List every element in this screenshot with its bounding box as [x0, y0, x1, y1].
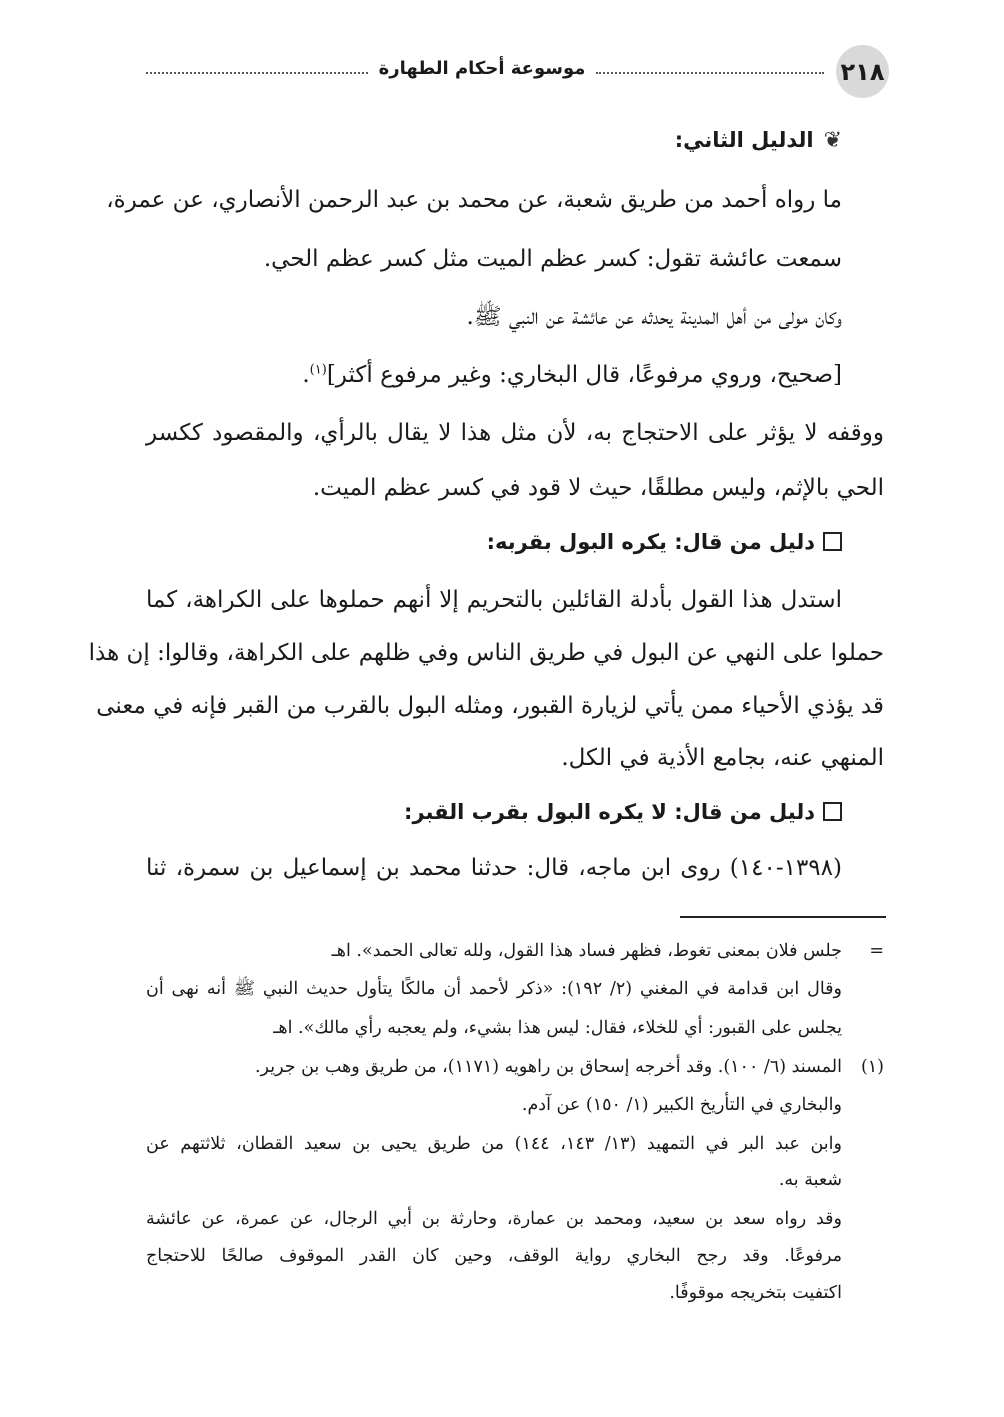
body-line: (١٣٩٨-١٤٠) روى ابن ماجه، قال: حدثنا محمد بن إسماعيل بن سمرة، ثنا: [146, 855, 842, 881]
period: .: [302, 362, 310, 388]
footnote-line: اكتفيت بتخريجه موقوفًا.: [669, 1283, 842, 1303]
footnote-line: يجلس على القبور: أي للخلاء، فقال: ليس هذا بشيء، ولم يعجبه رأي مالك». اهـ: [273, 1018, 842, 1038]
footnote-line: وقال ابن قدامة في المغني (٢/ ١٩٢): «ذكر لأحمد أن مالكًا يتأول حديث النبي ﷺ أنه نهى أن: [146, 979, 842, 999]
header-rule-left: [146, 72, 368, 74]
body-line: قد يؤذي الأحياء ممن يأتي لزيارة القبور، ومثله البول بالقرب من القبر فإنه في معنى: [96, 693, 884, 719]
footnote-ref: (١): [309, 362, 327, 378]
grading-text: [صحيح، وروي مرفوعًا، قال البخاري: وغير مرفوع أكثر]: [326, 362, 842, 388]
footnote-marker: (١): [860, 1057, 884, 1077]
section-title: [675, 128, 842, 154]
section-title-text: الدليل الثاني:: [674, 128, 814, 152]
footnote-line: شعبة به.: [778, 1170, 842, 1190]
heading-text: دليل من قال: لا يكره البول بقرب القبر:: [404, 800, 815, 824]
body-line: حملوا على النهي عن البول في طريق الناس وفي ظلهم على الكراهة، وقالوا: إن هذا: [88, 640, 884, 666]
heading-text: دليل من قال: يكره البول بقربه:: [486, 530, 815, 554]
heading-makruh: [487, 530, 842, 555]
page-number: ٢١٨: [836, 45, 889, 98]
body-line: [302, 362, 842, 390]
footnote-line: المسند (٦/ ١٠٠). وقد أخرجه إسحاق بن راهويه (١١٧١)، من طريق وهب بن جرير.: [254, 1057, 842, 1077]
continuation-marker: =: [869, 941, 884, 961]
body-line: الحي بالإثم، وليس مطلقًا، حيث لا قود في كسر عظم الميت.: [312, 475, 884, 501]
footnote-line: وابن عبد البر في التمهيد (١٣/ ١٤٣، ١٤٤) من طريق يحيى بن سعيد القطان، ثلاثتهم عن: [146, 1134, 842, 1154]
body-line: ما رواه أحمد من طريق شعبة، عن محمد بن عبد الرحمن الأنصاري، عن عمرة،: [106, 187, 842, 213]
body-line: ووقفه لا يؤثر على الاحتجاج به، لأن مثل هذا لا يقال بالرأي، والمقصود ككسر: [146, 420, 884, 446]
header-rule-right: [596, 72, 824, 74]
footnote-line: وقد رواه سعد بن سعيد، ومحمد بن عمارة، وحارثة بن أبي الرجال، عن عمرة، عن عائشة: [146, 1209, 842, 1229]
body-line: وكان مولى من أهل المدينة يحدثه عن عائشة عن النبي ﷺ.: [466, 304, 842, 330]
square-icon: [823, 532, 842, 551]
body-line: سمعت عائشة تقول: كسر عظم الميت مثل كسر عظم الحي.: [263, 246, 842, 272]
square-icon: [823, 802, 842, 821]
footnote-line: والبخاري في التأريخ الكبير (١/ ١٥٠) عن آدم.: [521, 1095, 842, 1115]
footnote-rule: [680, 916, 886, 918]
body-line: المنهي عنه، بجامع الأذية في الكل.: [561, 745, 884, 771]
heading-not-makruh: [404, 800, 842, 825]
running-title: موسوعة أحكام الطهارة: [378, 58, 586, 79]
footnote-line: جلس فلان بمعنى تغوط، فظهر فساد هذا القول، ولله تعالى الحمد». اهـ: [331, 941, 842, 961]
body-line: استدل هذا القول بأدلة القائلين بالتحريم إلا أنهم حملوها على الكراهة، كما: [146, 587, 842, 613]
leaf-icon: ❦: [823, 128, 842, 153]
footnote-line: مرفوعًا. وقد رجح البخاري رواية الوقف، وحين كان القدر الموقوف صالحًا للاحتجاج: [146, 1246, 842, 1266]
